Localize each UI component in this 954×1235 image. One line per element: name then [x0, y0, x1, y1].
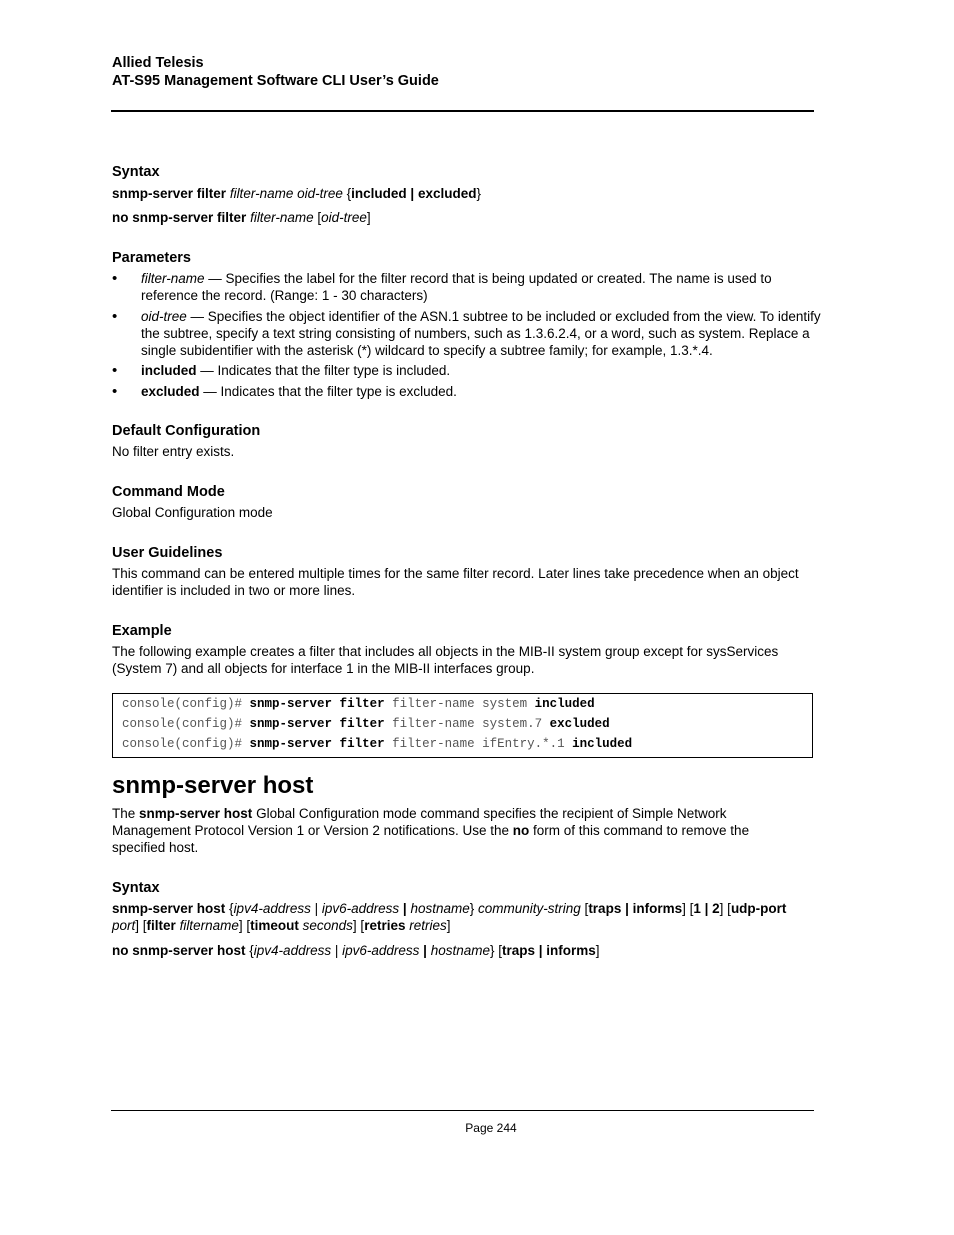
syntax-token: hostname — [430, 943, 490, 958]
code-line: console(config)# snmp-server filter filter-name system.7 excluded — [122, 717, 610, 731]
user-guidelines-heading: User Guidelines — [112, 545, 223, 561]
syntax-token: | — [331, 943, 343, 958]
parameters-heading: Parameters — [112, 250, 191, 266]
syntax-token: retries — [409, 918, 447, 933]
host-intro-text: The snmp-server host Global Configuration mode command specifies the recipient of Simple Network Management Protocol Version 1 or Version 2 notifications. Use the no form of this command to remove the specified host. — [112, 806, 750, 855]
syntax-heading: Syntax — [112, 164, 160, 180]
code-line: console(config)# snmp-server filter filter-name ifEntry.*.1 included — [122, 737, 633, 751]
bullet: • — [112, 270, 118, 287]
header-rule — [111, 110, 814, 112]
syntax-token: ] [ — [135, 918, 147, 933]
bullet: • — [112, 383, 118, 400]
syntax-token: ] [ — [719, 901, 731, 916]
syntax-token: timeout — [250, 918, 299, 933]
syntax-token: ipv6-address — [342, 943, 420, 958]
syntax-token: { — [225, 901, 234, 916]
host-syntax-line — [112, 900, 817, 934]
page-number: Page 244 — [465, 1121, 517, 1135]
default-config-text: No filter entry exists. — [112, 444, 235, 459]
syntax-token: ] — [595, 943, 600, 958]
syntax-token: ipv4-address — [233, 901, 311, 916]
syntax-token: | — [399, 901, 411, 916]
syntax-token: } [ — [489, 943, 502, 958]
host-syntax-heading: Syntax — [112, 880, 160, 896]
bullet: • — [112, 308, 118, 325]
syntax-token: ] — [446, 918, 451, 933]
syntax-token: filter — [146, 918, 176, 933]
command-mode-text: Global Configuration mode — [112, 505, 273, 520]
syntax-token: ipv6-address — [321, 901, 400, 916]
example-heading: Example — [112, 623, 172, 639]
example-text: The following example creates a filter that includes all objects in the MIB-II system group except for sysServices (System 7) and all objects for interface 1 in the MIB-II interfaces group. — [112, 644, 779, 676]
no-filter-syntax-line: no snmp-server filter filter-name [oid-tree] — [112, 210, 371, 225]
syntax-token: filtername — [179, 918, 239, 933]
syntax-token: } — [469, 901, 479, 916]
code-example-box — [112, 693, 813, 758]
syntax-token: port — [112, 918, 136, 933]
footer-rule — [111, 1110, 814, 1111]
syntax-token: 1 | 2 — [693, 901, 720, 916]
syntax-token: ] [ — [238, 918, 251, 933]
guide-title: AT-S95 Management Software CLI User’s Guide — [112, 73, 439, 89]
syntax-token: seconds — [302, 918, 353, 933]
syntax-token: community-string — [478, 901, 581, 916]
syntax-token: ipv4-address — [253, 943, 332, 958]
syntax-token: { — [245, 943, 254, 958]
section-title: snmp-server host — [112, 772, 314, 799]
user-guidelines-text: This command can be entered multiple times for the same filter record. Later lines take precedence when an object identifier is included in two or more lines. — [112, 566, 799, 598]
syntax-token: hostname — [410, 901, 470, 916]
syntax-token: | — [310, 901, 322, 916]
syntax-token: ] [ — [352, 918, 365, 933]
default-config-heading: Default Configuration — [112, 423, 261, 439]
syntax-token: [ — [580, 901, 589, 916]
filter-syntax-line: snmp-server filter filter-name oid-tree {included | excluded} — [112, 186, 481, 201]
syntax-token: | — [419, 943, 431, 958]
code-line: console(config)# snmp-server filter filter-name system included — [122, 697, 595, 711]
syntax-token: snmp-server host — [112, 901, 226, 916]
company-name: Allied Telesis — [112, 55, 204, 71]
no-host-syntax-line — [112, 942, 817, 959]
syntax-token: udp-port — [730, 901, 787, 916]
syntax-token: no snmp-server host — [112, 943, 246, 958]
syntax-token: traps | informs — [588, 901, 683, 916]
bullet: • — [112, 362, 118, 379]
command-mode-heading: Command Mode — [112, 484, 225, 500]
syntax-token: traps | informs — [502, 943, 596, 958]
syntax-token: retries — [364, 918, 406, 933]
syntax-token: ] [ — [682, 901, 694, 916]
